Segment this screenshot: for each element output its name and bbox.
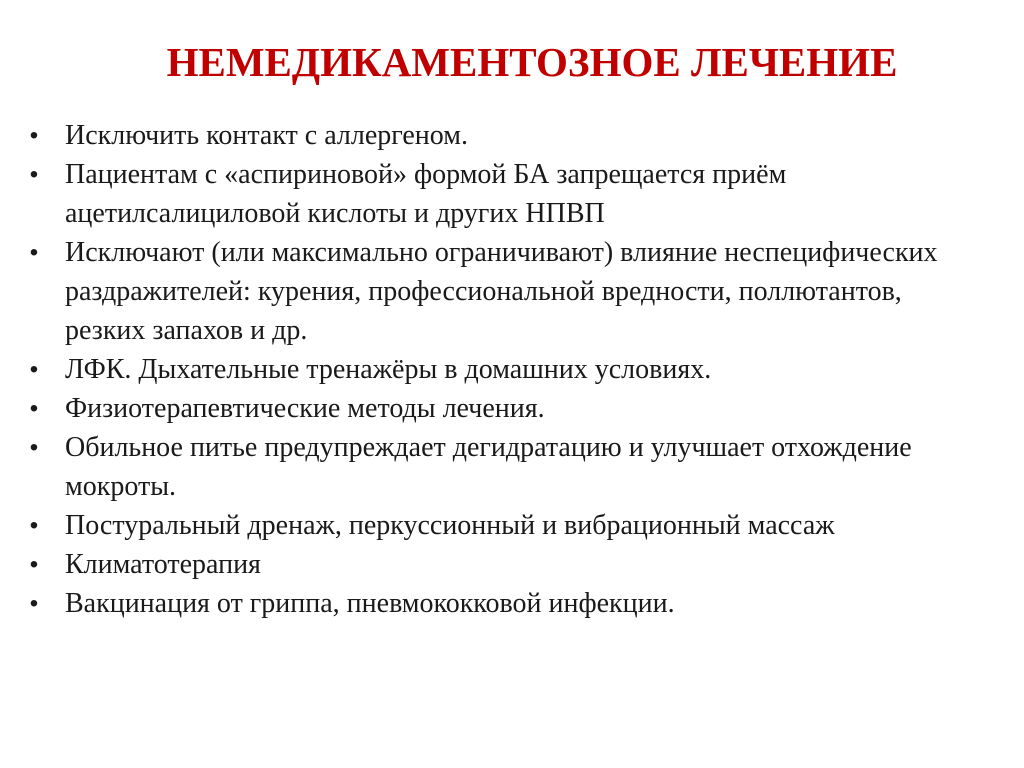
list-item — [24, 233, 984, 350]
bullet-icon: • — [29, 161, 39, 188]
bullet-icon: • — [29, 395, 39, 422]
list-item-text: Пациентам с «аспириновой» формой БА запрещается приём ацетилсалициловой кислоты и других НПВП — [65, 159, 787, 229]
list-item-text: Постуральный дренаж, перкуссионный и вибрационный массаж — [65, 510, 835, 541]
list-item-text: Исключают (или максимально ограничивают) влияние неспецифических раздражителей: курения, профессиональной вредности, поллютантов, резких запахов и др. — [65, 237, 938, 346]
bullet-list — [24, 116, 984, 623]
list-item — [24, 350, 984, 389]
slide-title: НЕМЕДИКАМЕНТОЗНОЕ ЛЕЧЕНИЕ — [166, 39, 898, 85]
bullet-icon: • — [29, 590, 39, 617]
bullet-icon: • — [29, 551, 39, 578]
list-item-text: Физиотерапевтические методы лечения. — [65, 393, 545, 424]
list-item — [24, 389, 984, 428]
bullet-icon: • — [29, 356, 39, 383]
list-item-text: Исключить контакт с аллергеном. — [65, 120, 468, 151]
list-item — [24, 506, 984, 545]
list-item — [24, 428, 984, 506]
list-item-text: Климатотерапия — [65, 549, 261, 580]
list-item — [24, 116, 984, 155]
bullet-icon: • — [29, 434, 39, 461]
list-item — [24, 155, 984, 233]
list-item-text: ЛФК. Дыхательные тренажёры в домашних условиях. — [65, 354, 712, 385]
list-item-text: Вакцинация от гриппа, пневмококковой инфекции. — [65, 588, 675, 619]
list-item-text: Обильное питье предупреждает дегидратацию и улучшает отхождение мокроты. — [65, 432, 912, 502]
bullet-icon: • — [29, 512, 39, 539]
bullet-icon: • — [29, 239, 39, 266]
bullet-icon: • — [29, 122, 39, 149]
list-item — [24, 584, 984, 623]
list-item — [24, 545, 984, 584]
